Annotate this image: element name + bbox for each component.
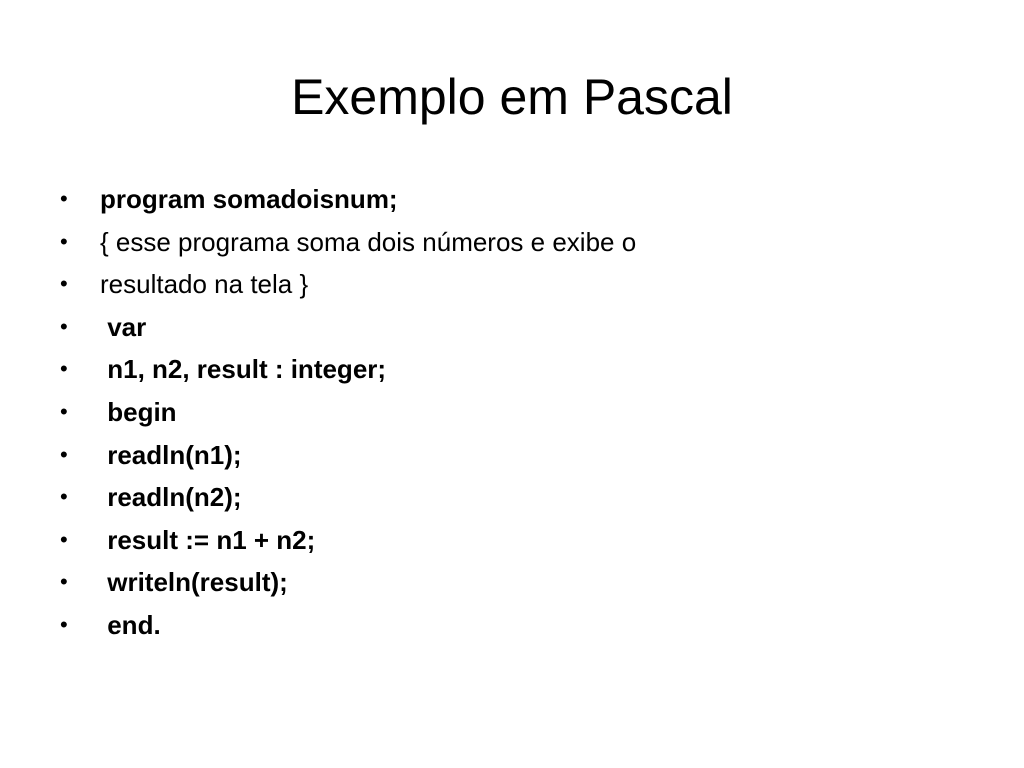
bullet-dot-icon: •: [60, 526, 68, 552]
bullet-text: writeln(result);: [100, 567, 288, 598]
bullet-dot-icon: •: [60, 228, 68, 254]
bullet-text: var: [100, 311, 147, 342]
bullet-dot-icon: •: [60, 271, 68, 297]
bullet-text: readln(n1);: [100, 439, 242, 470]
bullet-dot-icon: •: [60, 398, 68, 424]
bullet-text: readln(n2);: [100, 482, 242, 513]
list-item: [60, 434, 960, 477]
bullet-dot-icon: •: [60, 186, 68, 211]
list-item: [60, 561, 960, 604]
bullet-text: end.: [100, 609, 161, 640]
list-item: [60, 263, 960, 306]
bullet-text: resultado na tela }: [100, 269, 309, 300]
bullet-dot-icon: •: [60, 569, 68, 595]
bullet-dot-icon: •: [60, 441, 68, 467]
bullet-text: begin: [100, 396, 177, 427]
list-item: [60, 476, 960, 519]
bullet-dot-icon: •: [60, 611, 68, 637]
list-item: [60, 306, 960, 349]
list-item: [60, 348, 960, 391]
list-item: [60, 519, 960, 562]
bullet-dot-icon: •: [60, 313, 68, 339]
bullet-text: n1, n2, result : integer;: [100, 354, 387, 385]
list-item: [60, 178, 960, 221]
list-item: [60, 604, 960, 647]
list-item: [60, 221, 960, 264]
bullet-dot-icon: •: [60, 484, 68, 510]
bullet-text: program somadoisnum;: [100, 184, 398, 214]
slide-title: Exemplo em Pascal: [291, 69, 733, 125]
bullet-list: [60, 178, 960, 647]
list-item: [60, 391, 960, 434]
bullet-dot-icon: •: [60, 356, 68, 382]
bullet-text: { esse programa soma dois números e exibe o: [100, 226, 637, 257]
bullet-text: result := n1 + n2;: [100, 524, 316, 555]
